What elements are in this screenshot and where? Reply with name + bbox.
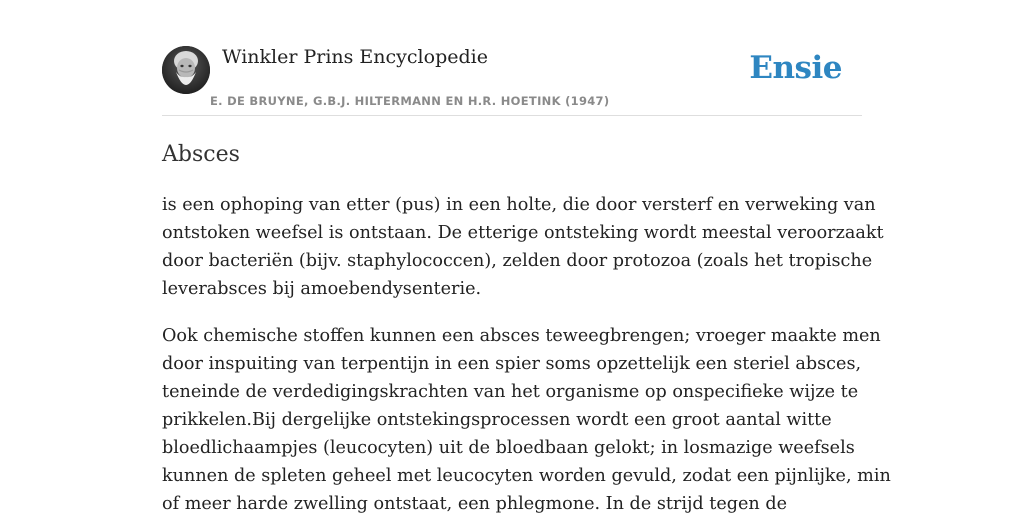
paragraph-line: of meer harde zwelling ontstaat, een phlegmone. In de strijd tegen de bbox=[162, 494, 788, 514]
article-title: Absces bbox=[162, 142, 240, 167]
paragraph-line: kunnen de spleten geheel met leucocyten worden gevuld, zodat een pijnlijke, min bbox=[162, 466, 891, 486]
article-paragraph bbox=[162, 191, 884, 303]
bearded-man-portrait-icon bbox=[162, 46, 210, 94]
paragraph-line: door bacteriën (bijv. staphylococcen), zelden door protozoa (zoals het tropische bbox=[162, 251, 873, 271]
paragraph-line: is een ophoping van etter (pus) in een holte, die door versterf en verweking van bbox=[162, 195, 876, 215]
source-title[interactable]: Winkler Prins Encyclopedie bbox=[222, 46, 488, 68]
paragraph-line: prikkelen.Bij dergelijke ontstekingsprocessen wordt een groot aantal witte bbox=[162, 410, 832, 430]
paragraph-line: door inspuiting van terpentijn in een spier soms opzettelijk een steriel absces, bbox=[162, 354, 862, 374]
ensie-logo-link[interactable]: Ensie bbox=[749, 50, 842, 86]
paragraph-line: Ook chemische stoffen kunnen een absces teweegbrengen; vroeger maakte men bbox=[162, 326, 881, 346]
article-paragraph bbox=[162, 322, 891, 518]
paragraph-line: leverabsces bij amoebendysenterie. bbox=[162, 279, 482, 299]
article-page bbox=[162, 0, 891, 518]
author-avatar[interactable] bbox=[162, 46, 210, 94]
paragraph-line: bloedlichaampjes (leucocyten) uit de bloedbaan gelokt; in losmazige weefsels bbox=[162, 438, 855, 458]
paragraph-line: teneinde de verdedigingskrachten van het organisme op onspecifieke wijze te bbox=[162, 382, 859, 402]
source-header bbox=[162, 0, 862, 116]
source-authors: E. DE BRUYNE, G.B.J. HILTERMANN EN H.R. HOETINK (1947) bbox=[210, 94, 610, 108]
paragraph-line: ontstoken weefsel is ontstaan. De etterige ontsteking wordt meestal veroorzaakt bbox=[162, 223, 884, 243]
